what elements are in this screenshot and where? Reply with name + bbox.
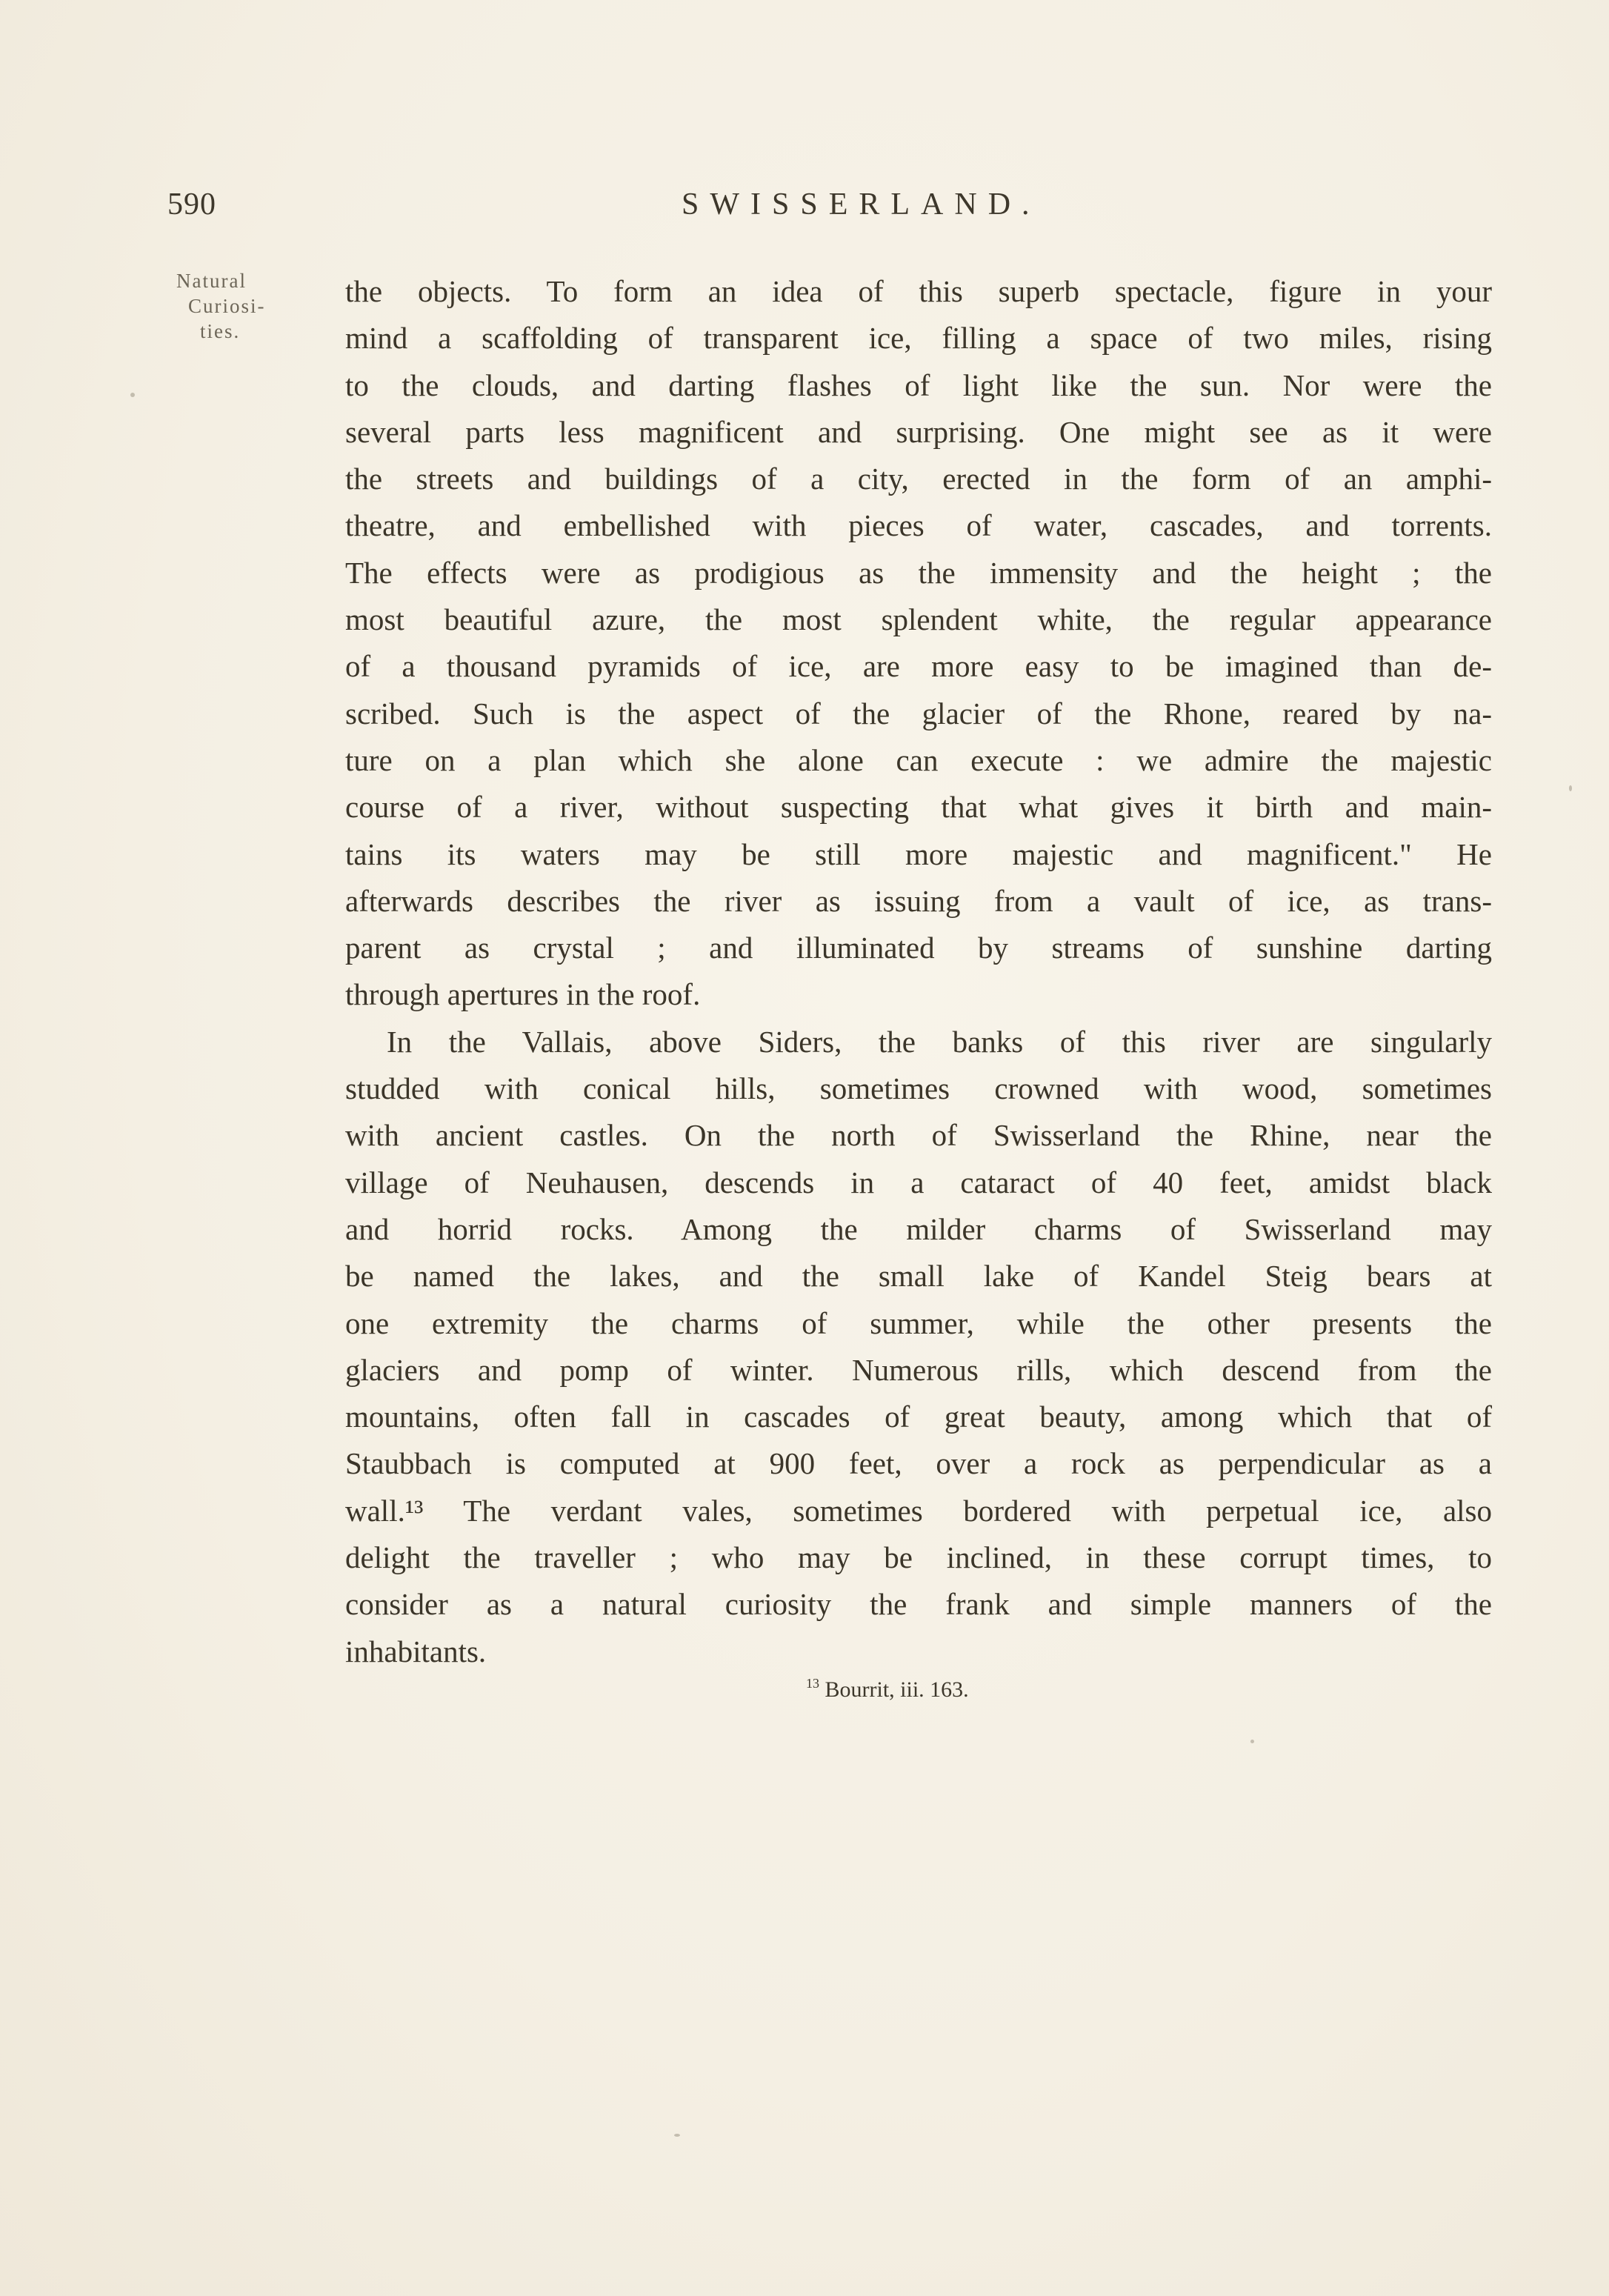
text-line: be named the lakes, and the small lake of Kandel Steig bears at bbox=[345, 1259, 1492, 1294]
text-line: village of Neuhausen, descends in a cataract of 40 feet, amidst black bbox=[345, 1165, 1492, 1199]
text-line: and horrid rocks. Among the milder charms of Swisserland may bbox=[345, 1211, 1492, 1246]
text-line: to the clouds, and darting flashes of light like the sun. Nor were the bbox=[345, 367, 1492, 402]
text-line: mind a scaffolding of transparent ice, filling a space of two miles, rising bbox=[345, 321, 1492, 356]
text-line: of a thousand pyramids of ice, are more easy to be imagined than de- bbox=[345, 649, 1492, 684]
text-line: through apertures in the roof. bbox=[345, 977, 701, 1012]
paper-speck bbox=[130, 393, 135, 397]
footnote-marker: 13 bbox=[806, 1676, 819, 1691]
footnote bbox=[806, 1676, 969, 1703]
footnote-text: Bourrit, iii. 163. bbox=[825, 1677, 969, 1702]
marginal-note-line: ties. bbox=[200, 320, 241, 342]
paper-speck bbox=[1250, 1740, 1254, 1743]
text-line: mountains, often fall in cascades of great beauty, among which that of bbox=[345, 1400, 1492, 1434]
text-line: The effects were as prodigious as the immensity and the height ; the bbox=[345, 555, 1492, 590]
text-line: ture on a plan which she alone can execute : we admire the majestic bbox=[345, 742, 1492, 777]
text-line: one extremity the charms of summer, while the other presents the bbox=[345, 1305, 1492, 1340]
marginal-note-line: Curiosi- bbox=[188, 295, 266, 317]
text-line: several parts less magnificent and surprising. One might see as it were bbox=[345, 414, 1492, 449]
paper-speck bbox=[1569, 785, 1572, 791]
running-head: SWISSERLAND. bbox=[682, 187, 1041, 222]
marginal-note-line: Natural bbox=[176, 270, 247, 292]
text-line: theatre, and embellished with pieces of water, cascades, and torrents. bbox=[345, 508, 1492, 543]
paper-speck bbox=[674, 2134, 680, 2137]
text-line: delight the traveller ; who may be inclined, in these corrupt times, to bbox=[345, 1540, 1492, 1575]
text-line: In the Vallais, above Siders, the banks of this river are singularly bbox=[387, 1024, 1492, 1059]
text-line: afterwards describes the river as issuing from a vault of ice, as trans- bbox=[345, 883, 1492, 918]
text-line: glaciers and pomp of winter. Numerous rills, which descend from the bbox=[345, 1352, 1492, 1387]
text-line: course of a river, without suspecting that what gives it birth and main- bbox=[345, 790, 1492, 825]
text-line: with ancient castles. On the north of Swisserland the Rhine, near the bbox=[345, 1118, 1492, 1153]
text-line: the streets and buildings of a city, erected in the form of an amphi- bbox=[345, 462, 1492, 496]
text-line: most beautiful azure, the most splendent white, the regular appearance bbox=[345, 602, 1492, 637]
text-line: scribed. Such is the aspect of the glacier of the Rhone, reared by na- bbox=[345, 696, 1492, 731]
text-line: the objects. To form an idea of this superb spectacle, figure in your bbox=[345, 274, 1492, 308]
text-line: wall.¹³ The verdant vales, sometimes bordered with perpetual ice, also bbox=[345, 1493, 1492, 1528]
text-line: parent as crystal ; and illuminated by streams of sunshine darting bbox=[345, 931, 1492, 965]
text-line: consider as a natural curiosity the frank and simple manners of the bbox=[345, 1587, 1492, 1622]
marginal-note bbox=[176, 268, 317, 344]
body-text bbox=[345, 268, 1492, 1675]
text-line: studded with conical hills, sometimes crowned with wood, sometimes bbox=[345, 1071, 1492, 1106]
text-line: Staubbach is computed at 900 feet, over a rock as perpendicular as a bbox=[345, 1446, 1492, 1481]
text-line: tains its waters may be still more majestic and magnificent." He bbox=[345, 836, 1492, 871]
page-number: 590 bbox=[167, 187, 216, 222]
text-line: inhabitants. bbox=[345, 1634, 487, 1668]
